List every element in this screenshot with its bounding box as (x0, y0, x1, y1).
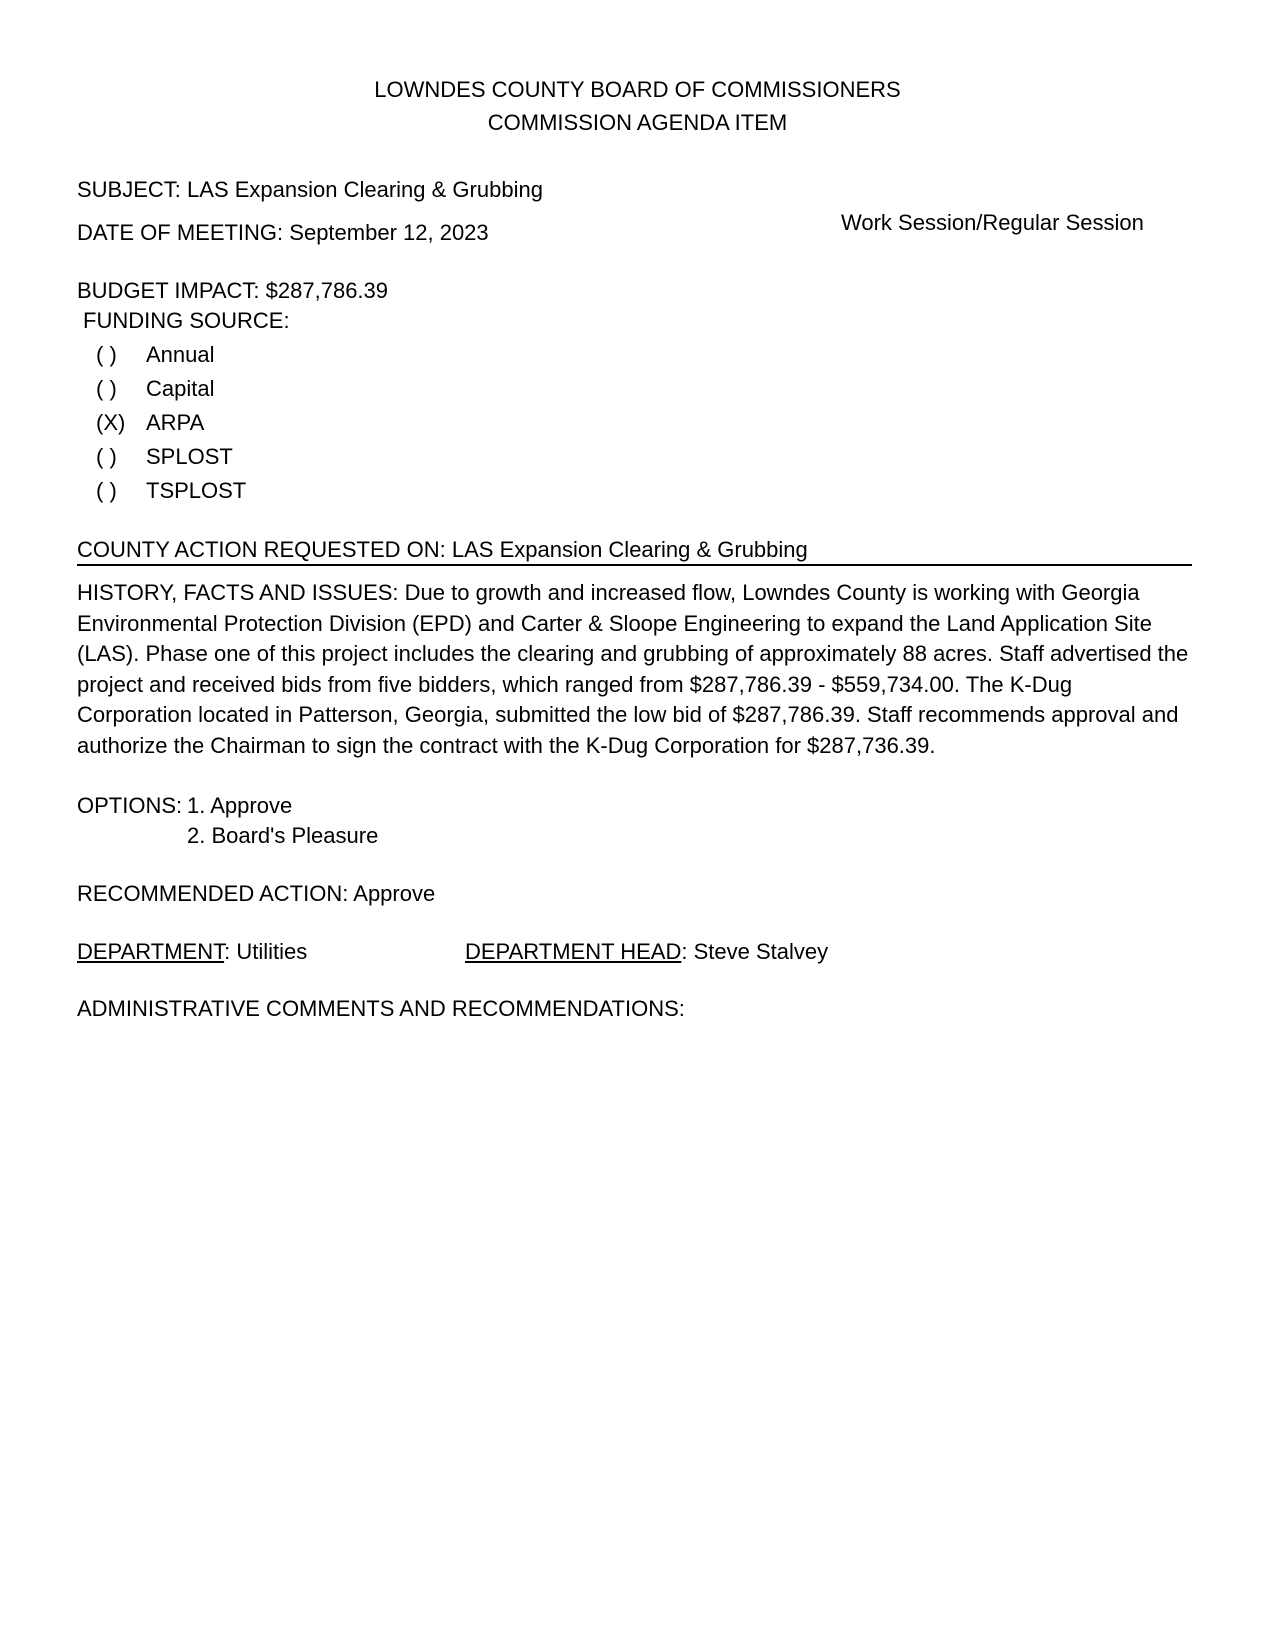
department-head-value: : Steve Stalvey (681, 939, 829, 964)
department-label: DEPARTMENT (77, 939, 225, 964)
option-item: 2. Board's Pleasure (187, 823, 379, 848)
meeting-date-line (77, 220, 489, 246)
funding-item-label: Capital (146, 376, 215, 401)
history-text: Due to growth and increased flow, Lowndes County is working with Georgia Environmental Protection Division (EPD) and Carter & Sloope Engineering to expand the Land Application Site (LAS). Phase one of this project includes the clearing and grubbing of approximately 88 acres. Staff advertised the project and received bids from five bidders, which ranged from $287,786.39 - $559,734.00. The K-Dug Corporation located in Patterson, Georgia, submitted the low bid of $287,786.39. Staff recommends approval and authorize the Chairman to sign the contract with the K-Dug Corporation for $287,736.39. (77, 580, 1189, 758)
admin-comments-label: ADMINISTRATIVE COMMENTS AND RECOMMENDATIONS: (77, 996, 685, 1021)
funding-item-label: ARPA (146, 410, 205, 435)
funding-item-label: Annual (146, 342, 215, 367)
funding-item-label: TSPLOST (146, 478, 247, 503)
department-line (77, 939, 307, 965)
session-type: Work Session/Regular Session (841, 210, 1144, 235)
department-head-label: DEPARTMENT HEAD (465, 939, 682, 964)
budget-impact-label: BUDGET IMPACT: (77, 278, 260, 303)
funding-checkbox: ( ) (96, 478, 117, 503)
history-facts-issues (77, 578, 1192, 761)
option-item: 1. Approve (187, 793, 293, 818)
funding-checkbox: ( ) (96, 444, 117, 469)
funding-checkbox: ( ) (96, 342, 117, 367)
action-requested-value: LAS Expansion Clearing & Grubbing (451, 537, 808, 562)
recommended-action-line (77, 881, 435, 907)
budget-impact-line (77, 278, 388, 304)
recommended-action-label: RECOMMENDED ACTION: (77, 881, 349, 906)
options-label: OPTIONS: (77, 793, 183, 818)
meeting-date-label: DATE OF MEETING: (77, 220, 284, 245)
funding-source-label: FUNDING SOURCE: (83, 308, 290, 333)
history-label: HISTORY, FACTS AND ISSUES: (77, 580, 399, 605)
funding-checkbox: ( ) (96, 376, 117, 401)
document-title: COMMISSION AGENDA ITEM (487, 110, 788, 135)
funding-checkbox: (X) (96, 410, 126, 435)
funding-item-label: SPLOST (146, 444, 233, 469)
subject-label: SUBJECT: (77, 177, 181, 202)
recommended-action-value: Approve (353, 881, 436, 906)
action-requested-label: COUNTY ACTION REQUESTED ON: (77, 537, 446, 562)
meeting-date-value: September 12, 2023 (289, 220, 489, 245)
budget-impact-value: $287,786.39 (265, 278, 389, 303)
subject-line (77, 177, 543, 203)
section-divider (77, 564, 1192, 566)
subject-value: LAS Expansion Clearing & Grubbing (187, 177, 543, 202)
department-head-line (465, 939, 828, 965)
department-value: : Utilities (224, 939, 308, 964)
org-title: LOWNDES COUNTY BOARD OF COMMISSIONERS (374, 77, 901, 102)
action-requested-line (77, 537, 808, 563)
